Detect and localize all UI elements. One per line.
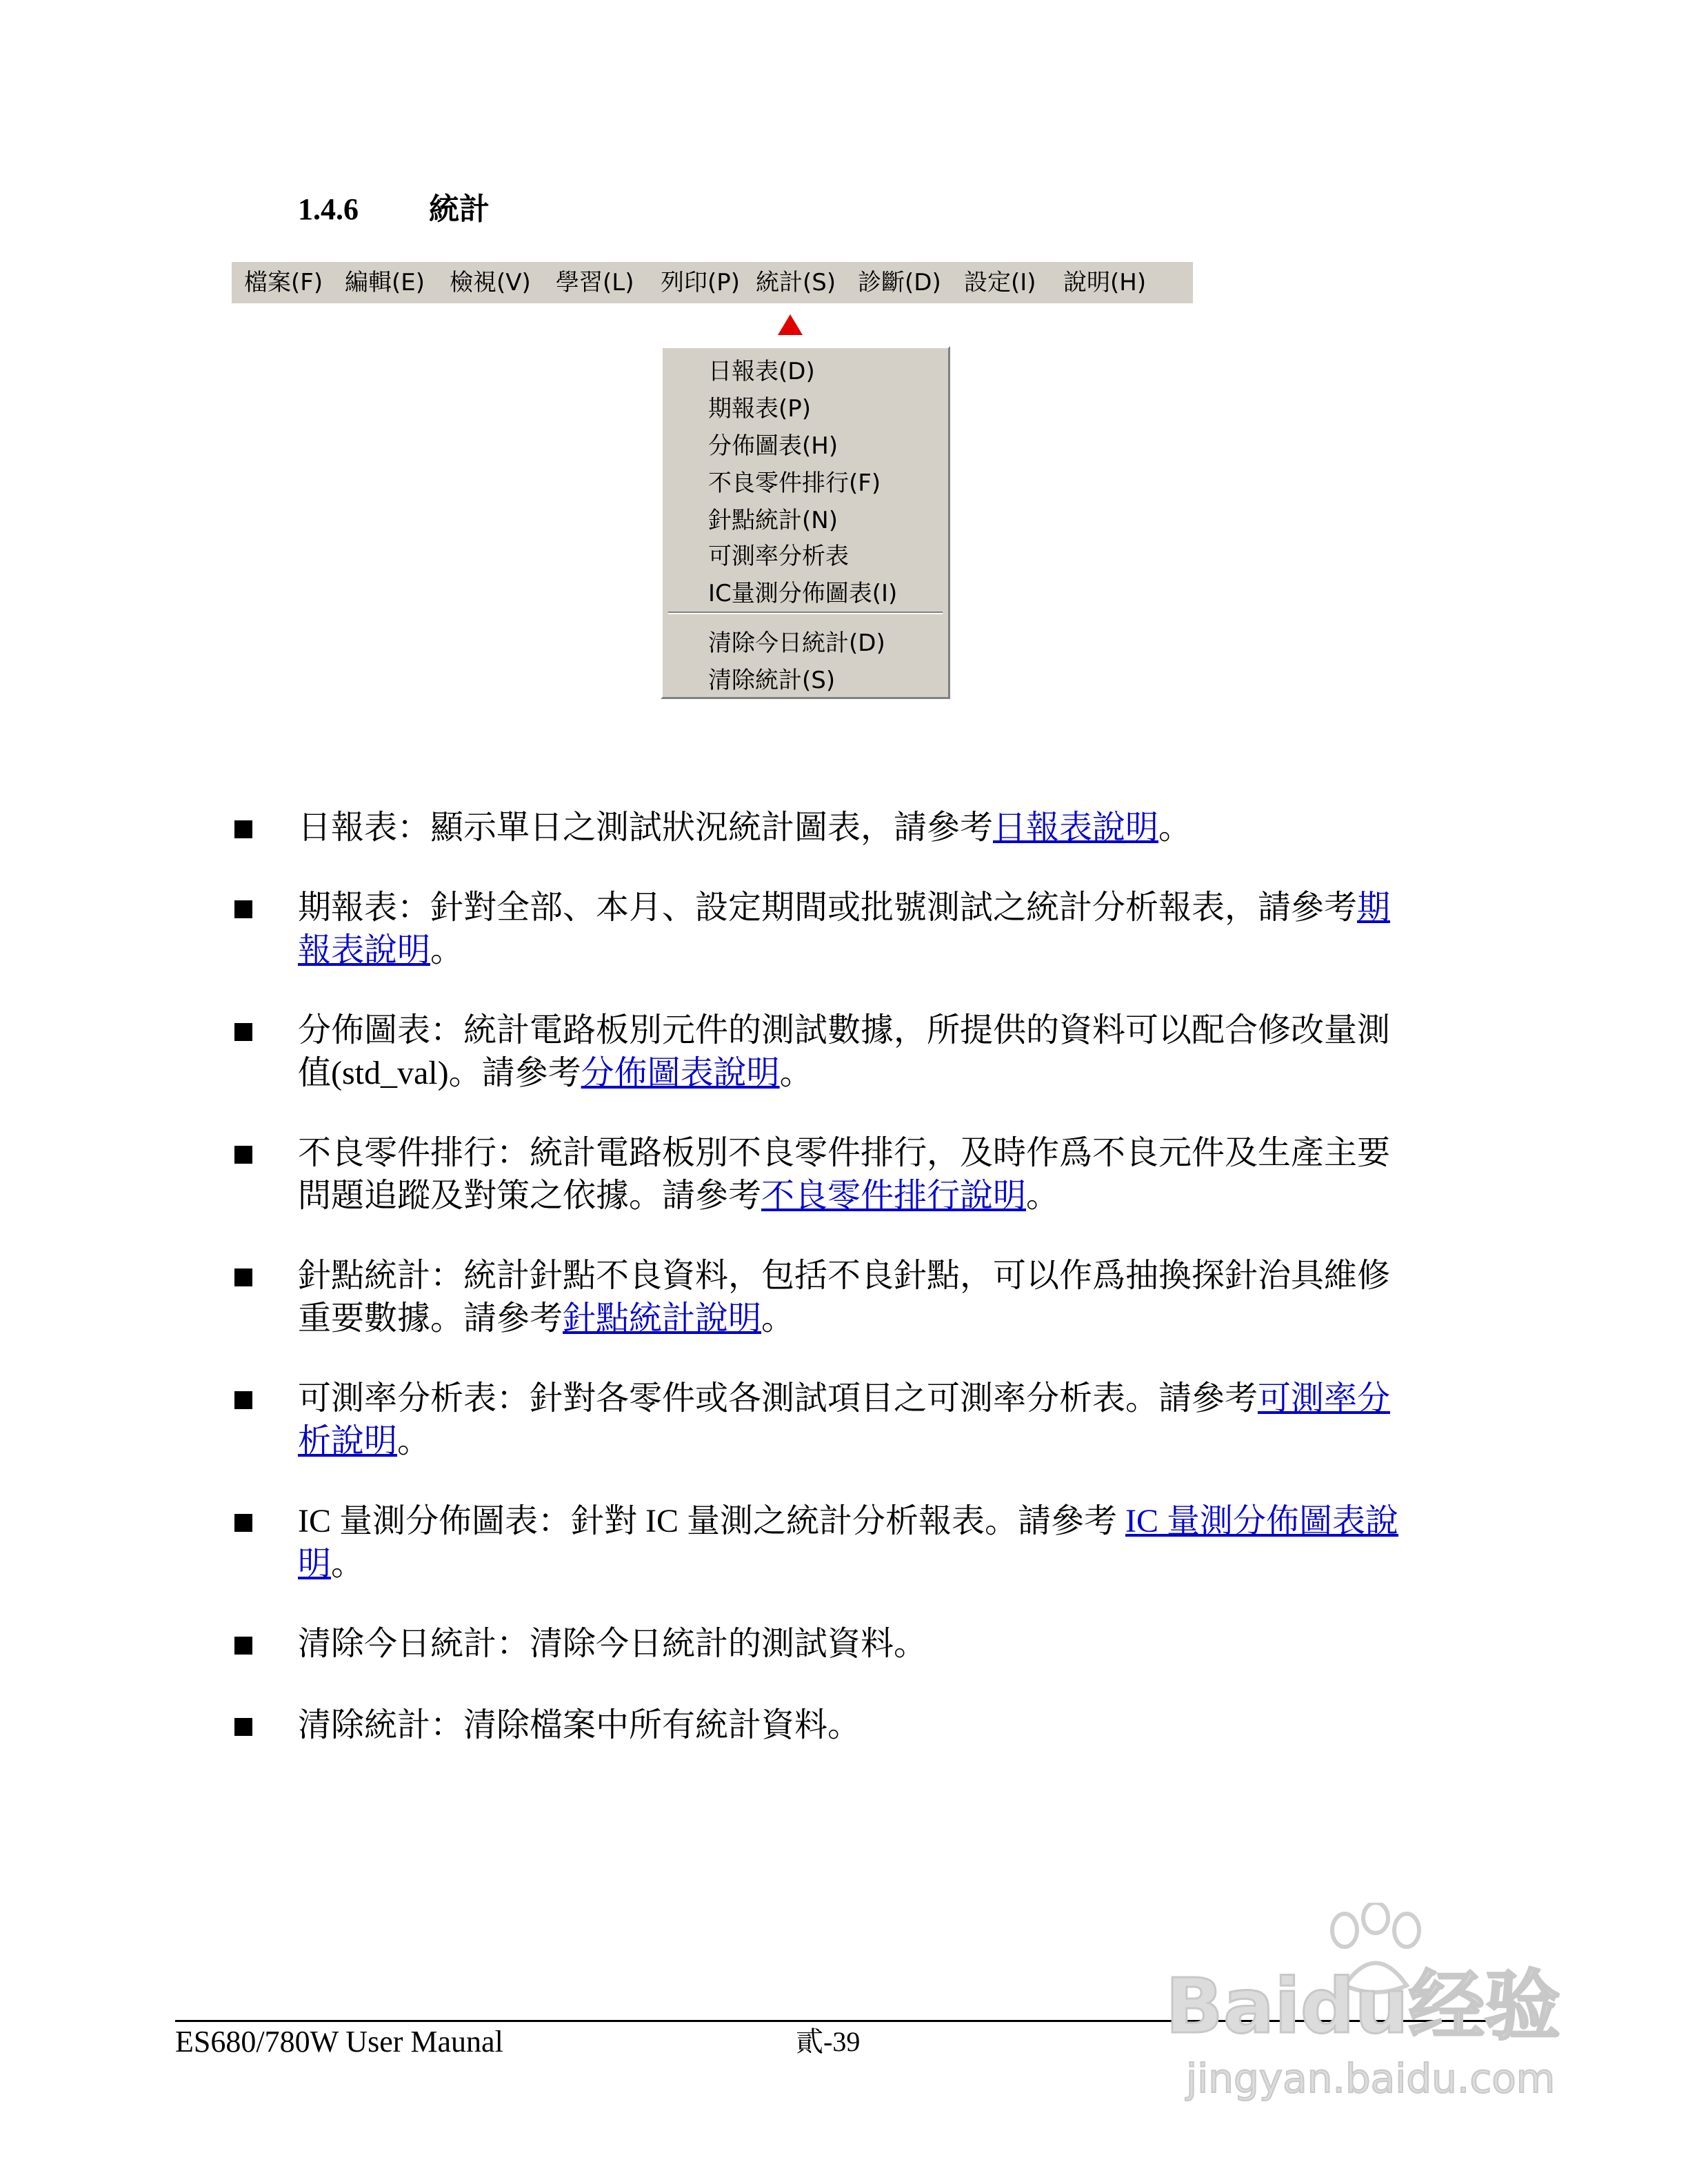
link-testability-analysis[interactable]: 可測率分析說明 (298, 1380, 1391, 1459)
menu-file[interactable]: 檔案(F) (244, 269, 323, 296)
menu-learn[interactable]: 學習(L) (556, 269, 634, 296)
dropdown-item-defect-ranking[interactable]: 不良零件排行(F) (708, 469, 881, 497)
list-item-tail: 。 (779, 1055, 813, 1091)
bullet-square-icon (234, 1023, 252, 1041)
bullet-square-icon (234, 1268, 252, 1286)
dropdown-item-clear-all[interactable]: 清除統計(S) (708, 667, 836, 694)
list-item-body: 針點統計：統計針點不良資料，包括不良針點，可以作爲抽換探針治具維修重要數據。請參考 (298, 1257, 1391, 1337)
menu-settings[interactable]: 設定(I) (964, 269, 1036, 296)
bullet-square-icon (234, 900, 252, 918)
dropdown-item-testability-analysis[interactable]: 可測率分析表 (708, 543, 849, 570)
dropdown-item-clear-today[interactable]: 清除今日統計(D) (708, 629, 885, 657)
list-item-tail: 。 (1026, 1177, 1060, 1214)
link-defect-ranking[interactable]: 不良零件排行說明 (761, 1177, 1027, 1214)
menu-edit[interactable]: 編輯(E) (345, 269, 425, 296)
list-item-text (298, 807, 1422, 849)
bullet-square-icon (234, 1146, 252, 1164)
menu-bar (232, 262, 1193, 303)
link-daily-report[interactable]: 日報表說明 (993, 809, 1159, 846)
section-number: 1.4.6 (298, 192, 359, 226)
footer-manual-title: ES680/780W User Maunal (175, 2025, 503, 2059)
dropdown-item-period-report[interactable]: 期報表(P) (708, 395, 812, 423)
dropdown-item-daily-report[interactable]: 日報表(D) (708, 358, 815, 385)
link-ic-distribution[interactable]: IC 量測分佈圖表說明 (298, 1503, 1399, 1582)
bullet-square-icon (234, 1718, 252, 1736)
list-item-body: 可測率分析表：針對各零件或各測試項目之可測率分析表。請參考 (298, 1380, 1258, 1417)
bullet-square-icon (234, 820, 252, 838)
list-item-body: 期報表：針對全部、本月、設定期間或批號測試之統計分析報表，請參考 (298, 889, 1358, 926)
menu-statistics[interactable]: 統計(S) (756, 269, 836, 296)
list-item-body: 日報表：顯示單日之測試狀況統計圖表，請參考 (298, 809, 994, 846)
list-item-text (298, 1255, 1422, 1340)
list-item-tail: 。 (397, 1423, 431, 1459)
section-heading (298, 189, 490, 230)
list-item-tail: 。 (331, 1546, 365, 1582)
list-item-tail: 。 (761, 1300, 795, 1337)
statistics-dropdown (661, 346, 950, 699)
pointer-arrow-icon (778, 314, 803, 335)
bullet-square-icon (234, 1391, 252, 1409)
menu-print[interactable]: 列印(P) (661, 269, 741, 296)
list-item-text (298, 1009, 1422, 1095)
link-period-report[interactable]: 期報表說明 (298, 889, 1391, 969)
bullet-square-icon (234, 1514, 252, 1532)
baidu-watermark (1165, 1903, 1593, 2110)
link-pin-statistics[interactable]: 針點統計說明 (563, 1300, 762, 1337)
menu-help[interactable]: 說明(H) (1063, 269, 1147, 296)
list-item-text (298, 1132, 1422, 1217)
watermark-main-text: Baidu经验 (1165, 1962, 1560, 2050)
list-item-text (298, 887, 1422, 972)
list-item-tail: 。 (1158, 809, 1192, 846)
watermark-url-text: jingyan.baidu.com (1186, 2055, 1556, 2102)
list-item-tail: 。 (430, 932, 464, 969)
section-title: 統計 (429, 192, 490, 226)
list-item-body: 分佈圖表：統計電路板別元件的測試數據，所提供的資料可以配合修改量測值(std_val)。請參考 (298, 1012, 1391, 1091)
dropdown-item-distribution-chart[interactable]: 分佈圖表(H) (708, 432, 838, 460)
menu-view[interactable]: 檢視(V) (450, 269, 531, 296)
list-item-text (298, 1623, 1422, 1666)
list-item-body: 不良零件排行：統計電路板別不良零件排行，及時作爲不良元件及生產主要問題追蹤及對策之依據。請參考 (298, 1135, 1391, 1214)
dropdown-separator (668, 611, 943, 614)
link-distribution-chart[interactable]: 分佈圖表說明 (581, 1055, 780, 1091)
list-item-body: IC 量測分佈圖表：針對 IC 量測之統計分析報表。請參考 (298, 1503, 1126, 1539)
list-item-body: 清除統計：清除檔案中所有統計資料。 (298, 1707, 861, 1743)
list-item-body: 清除今日統計：清除今日統計的測試資料。 (298, 1626, 927, 1662)
menu-diagnose[interactable]: 診斷(D) (858, 269, 941, 296)
footer-page-number: 貳-39 (796, 2026, 861, 2057)
bullet-square-icon (234, 1637, 252, 1655)
list-item-text (298, 1704, 1422, 1747)
dropdown-item-ic-distribution[interactable]: IC量測分佈圖表(I) (708, 580, 898, 607)
dropdown-item-pin-statistics[interactable]: 針點統計(N) (708, 507, 838, 534)
list-item-text (298, 1500, 1422, 1586)
list-item-text (298, 1377, 1422, 1463)
